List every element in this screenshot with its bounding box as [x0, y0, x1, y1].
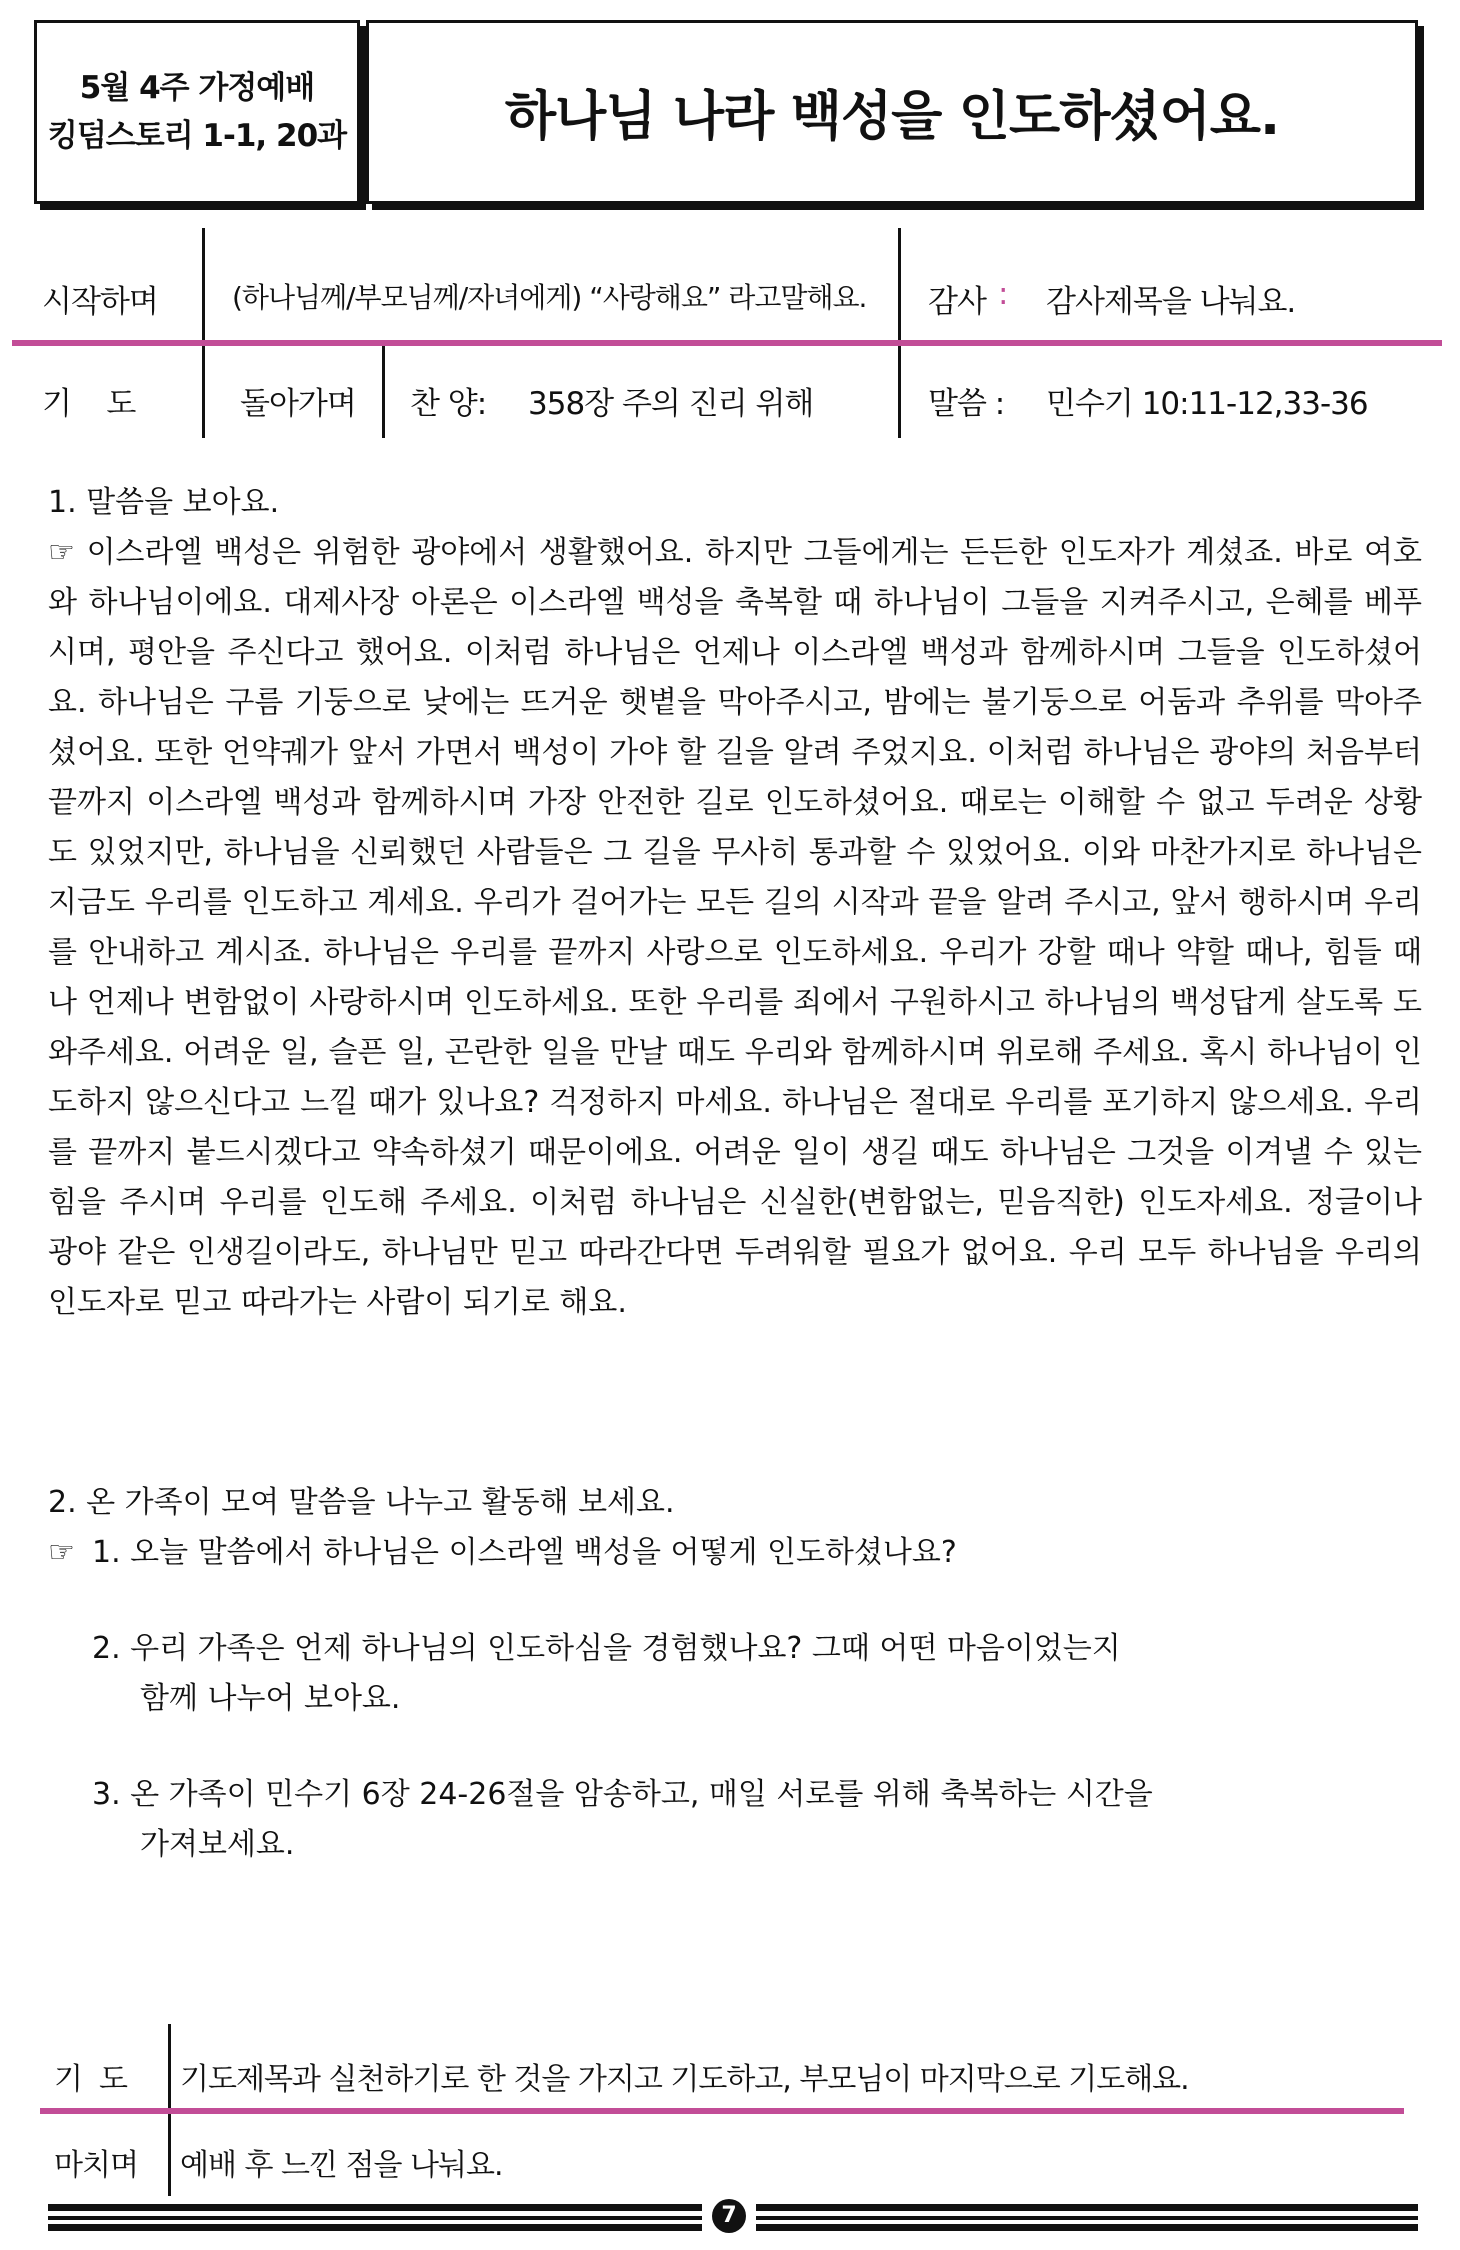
title-box	[366, 20, 1418, 204]
section-1-body	[48, 528, 1422, 1328]
pointer-icon: ☞	[48, 535, 75, 570]
lesson-label: 킹덤스토리 1-1, 20과	[47, 118, 347, 154]
pink-separator	[12, 340, 1442, 346]
section-1-text: 이스라엘 백성은 위험한 광야에서 생활했어요. 하지만 그들에게는 든든한 인도자가 계셨죠. 바로 여호와 하나님이에요. 대제사장 아론은 이스라엘 백성을 축복할 때 하나님이 그들을 지켜주시고, 은혜를 베푸시며, 평안을 주신다고 했어요. 이처럼 하나님은 언제나 이스라엘 백성과 함께하시며 그들을 인도하셨어요. 하나님은 구름 기둥으로 낮에는 뜨거운 햇볕을 막아주시고, 밤에는 불기둥으로 어둠과 추위를 막아주셨어요. 또한 언약궤가 앞서 가면서 백성이 가야 할 길을 알려 주었지요. 이처럼 하나님은 광야의 처음부터 끝까지 이스라엘 백성과 함께하시며 가장 안전한 길로 인도하셨어요. 때로는 이해할 수 없고 두려운 상황도 있었지만, 하나님을 신뢰했던 사람들은 그 길을 무사히 통과할 수 있었어요. 이와 마찬가지로 하나님은 지금도 우리를 인도하고 계세요. 우리가 걸어가는 모든 길의 시작과 끝을 알려 주시고, 앞서 행하시며 우리를 안내하고 계시죠. 하나님은 우리를 끝까지 사랑으로 인도하세요. 우리가 강할 때나 약할 때나, 힘들 때나 언제나 변함없이 사랑하시며 인도하세요. 또한 우리를 죄에서 구원하시고 하나님의 백성답게 살도록 도와주세요. 어려운 일, 슬픈 일, 곤란한 일을 만날 때도 우리와 함께하시며 위로해 주세요. 혹시 하나님이 인도하지 않으신다고 느낄 때가 있나요? 걱정하지 마세요. 하나님은 절대로 우리를 포기하지 않으세요. 우리를 끝까지 붙드시겠다고 약속하셨기 때문이에요. 어려운 일이 생길 때도 하나님은 그것을 이겨낼 수 있는 힘을 주시며 우리를 인도해 주세요. 이처럼 하나님은 신실한(변함없는, 믿음직한) 인도자세요. 정글이나 광야 같은 인생길이라도, 하나님만 믿고 따라간다면 두려워할 필요가 없어요. 우리 모두 하나님을 우리의 인도자로 믿고 따라가는 사람이 되기로 해요.	[48, 535, 1422, 1320]
divider	[202, 346, 205, 438]
start-text: (하나님께/부모님께/자녀에게) “사랑해요” 라고말해요.	[232, 281, 867, 314]
question-3-cont: 가져보세요.	[140, 1827, 295, 1862]
thanks-colon: :	[998, 276, 1008, 312]
closing-label: 마치며	[54, 2148, 138, 2183]
divider	[382, 346, 385, 438]
hymn-label: 찬 양:	[410, 386, 487, 422]
prayer-text: 돌아가며	[240, 386, 356, 422]
thanks-text: 감사제목을 나눠요.	[1046, 284, 1296, 320]
lesson-info-box	[34, 20, 360, 204]
start-label: 시작하며	[42, 284, 158, 320]
word-text: 민수기 10:11-12,33-36	[1046, 386, 1368, 422]
page-number: 7	[712, 2199, 746, 2233]
divider	[168, 2114, 171, 2196]
divider	[898, 228, 901, 340]
question-2: 2. 우리 가족은 언제 하나님의 인도하심을 경험했나요? 그때 어떤 마음이었는지	[92, 1631, 1121, 1666]
prayer-label: 기 도	[42, 386, 136, 422]
section-2-heading: 2. 온 가족이 모여 말씀을 나누고 활동해 보세요.	[48, 1485, 675, 1520]
question-2-cont: 함께 나누어 보아요.	[140, 1681, 401, 1716]
pink-separator	[40, 2108, 1404, 2114]
page-title: 하나님 나라 백성을 인도하셨어요.	[504, 86, 1280, 147]
footer-prayer-label: 기 도	[54, 2062, 128, 2097]
section-1-heading: 1. 말씀을 보아요.	[48, 485, 280, 520]
divider	[898, 346, 901, 438]
footer-prayer-text: 기도제목과 실천하기로 한 것을 가지고 기도하고, 부모님이 마지막으로 기도해요.	[180, 2062, 1189, 2097]
thanks-label: 감사	[928, 284, 986, 320]
closing-text: 예배 후 느낀 점을 나눠요.	[180, 2148, 503, 2183]
pointer-icon: ☞	[48, 1535, 75, 1570]
word-label: 말씀 :	[928, 386, 1005, 422]
question-3: 3. 온 가족이 민수기 6장 24-26절을 암송하고, 매일 서로를 위해 축복하는 시간을	[92, 1777, 1153, 1812]
section-1	[48, 478, 1422, 1328]
divider	[168, 2024, 171, 2120]
divider	[202, 228, 205, 340]
hymn-text: 358장 주의 진리 위해	[528, 386, 814, 422]
question-1: 1. 오늘 말씀에서 하나님은 이스라엘 백성을 어떻게 인도하셨나요?	[92, 1535, 957, 1570]
week-label: 5월 4주 가정예배	[79, 70, 315, 106]
